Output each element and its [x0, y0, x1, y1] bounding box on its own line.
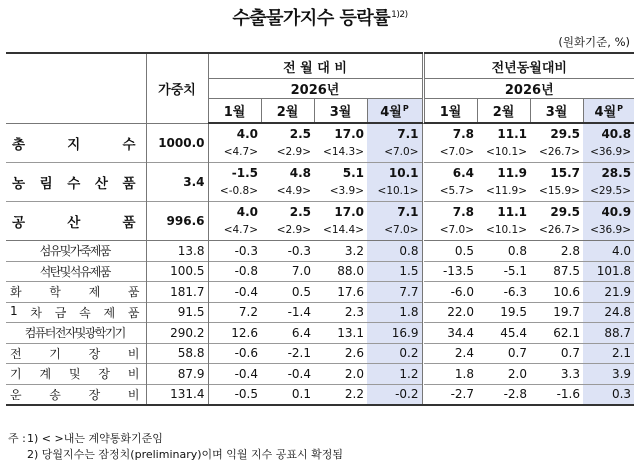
yoy-value: 4.0: [583, 241, 634, 262]
item-name: 농 림 수 산 품: [6, 163, 146, 202]
mom-value: -0.6: [208, 343, 261, 364]
yoy-value: 88.7: [583, 323, 634, 344]
mom-value: 4.0 <4.7>: [208, 202, 261, 241]
mom-value: 2.5 <2.9>: [276, 127, 311, 158]
mom-month-header-prelim: 4월$^P$: [367, 99, 422, 124]
mom-value: -0.3: [261, 241, 314, 262]
summary-row: [6, 202, 634, 241]
yoy-value: 24.8: [583, 302, 634, 323]
weight-value: 91.5: [146, 302, 208, 323]
mom-value: 13.1: [314, 323, 367, 344]
item-name: 총 지 수: [12, 136, 136, 153]
mom-value: 10.1 <10.1>: [367, 163, 422, 202]
sub-item-name: 1 차 금 속 제 품: [6, 302, 146, 323]
mom-value: 7.1 <7.0>: [367, 123, 422, 163]
weight-value: 181.7: [146, 282, 208, 303]
mom-value: 4.0 <4.7>: [208, 123, 261, 163]
mom-month-header: 1월: [208, 99, 261, 124]
yoy-value: 0.5: [424, 241, 477, 262]
mom-value: 6.4: [261, 323, 314, 344]
yoy-value: 19.7: [530, 302, 583, 323]
weight-value: 996.6: [146, 202, 208, 241]
yoy-value: 11.9 <11.9>: [477, 163, 530, 202]
yoy-value: -2.8: [477, 384, 530, 405]
mom-value: 1.5: [367, 261, 422, 282]
yoy-value: 0.3: [583, 384, 634, 405]
yoy-value: -6.3: [477, 282, 530, 303]
yoy-value: 19.5: [477, 302, 530, 323]
yoy-value: 15.7 <15.9>: [530, 163, 583, 202]
mom-value: 0.2: [367, 343, 422, 364]
mom-value: 2.2: [314, 384, 367, 405]
sub-item-row: [6, 343, 634, 364]
yoy-value: 0.7: [530, 343, 583, 364]
mom-value: 88.0: [314, 261, 367, 282]
sub-item-row: [6, 384, 634, 405]
yoy-value: 2.0: [477, 364, 530, 385]
unit-label: (원화기준, %): [558, 35, 630, 49]
mom-value: 3.2: [314, 241, 367, 262]
footnotes: [8, 431, 343, 463]
summary-row: [6, 163, 634, 202]
weight-header: 가중치: [146, 53, 208, 123]
mom-value: -0.4: [208, 364, 261, 385]
mom-value: 7.2: [208, 302, 261, 323]
sub-item-row: [6, 323, 634, 344]
mom-value: 7.0: [261, 261, 314, 282]
mom-month-header: 3월: [314, 99, 367, 124]
yoy-value: -2.7: [424, 384, 477, 405]
yoy-value: 3.3: [530, 364, 583, 385]
yoy-value: 34.4: [424, 323, 477, 344]
yoy-year-header: 2026년: [424, 79, 634, 99]
mom-value: -0.4: [208, 282, 261, 303]
mom-value: -0.3: [208, 241, 261, 262]
yoy-value: 28.5 <29.5>: [583, 163, 634, 202]
mom-value: 0.5: [261, 282, 314, 303]
yoy-value: 2.8: [530, 241, 583, 262]
mom-value: 2.5 <2.9>: [261, 202, 314, 241]
mom-value: 2.6: [314, 343, 367, 364]
yoy-month-header: 1월: [424, 99, 477, 124]
footnote-item: 1) < >내는 계약통화기준임: [27, 432, 163, 445]
table-title: 수출물가지수 등락률$^{1)2)}$: [232, 8, 408, 29]
yoy-value: -6.0: [424, 282, 477, 303]
mom-value: 5.1 <3.9>: [314, 163, 367, 202]
weight-value: 100.5: [146, 261, 208, 282]
mom-value: 12.6: [208, 323, 261, 344]
yoy-value: 0.7: [477, 343, 530, 364]
weight-value: 87.9: [146, 364, 208, 385]
yoy-value: -5.1: [477, 261, 530, 282]
item-name: 공 산 품: [6, 202, 146, 241]
sub-item-row: [6, 364, 634, 385]
yoy-value: 2.1: [583, 343, 634, 364]
weight-value: 13.8: [146, 241, 208, 262]
yoy-value: 87.5: [530, 261, 583, 282]
footnote-label: 주 :: [8, 432, 26, 445]
mom-value: -1.5 <-0.8>: [208, 163, 261, 202]
weight-value: 58.8: [146, 343, 208, 364]
mom-value: 17.6: [314, 282, 367, 303]
yoy-value: 3.9: [583, 364, 634, 385]
yoy-value: -1.6: [530, 384, 583, 405]
sub-item-row: [6, 302, 634, 323]
yoy-value: 29.5 <26.7>: [539, 127, 580, 158]
mom-value: -0.4: [261, 364, 314, 385]
yoy-value: 45.4: [477, 323, 530, 344]
yoy-value: 1.8: [424, 364, 477, 385]
item-name-header: [6, 53, 146, 123]
yoy-month-header-prelim: 4월$^P$: [583, 99, 634, 124]
yoy-value: 11.1 <10.1>: [486, 127, 527, 158]
sub-item-row: [6, 282, 634, 303]
mom-value: 4.8 <4.9>: [261, 163, 314, 202]
sub-item-name: 석탄및석유제품: [6, 261, 146, 282]
sub-item-row: [6, 241, 634, 262]
mom-year-header: 2026년: [208, 79, 422, 99]
export-price-table: [6, 52, 634, 406]
sub-item-name: 전 기 장 비: [6, 343, 146, 364]
sub-item-name: 운 송 장 비: [6, 384, 146, 405]
yoy-value: 29.5 <26.7>: [530, 202, 583, 241]
sub-item-name: 컴퓨터전자및광학기기: [6, 323, 146, 344]
yoy-value: -13.5: [424, 261, 477, 282]
yoy-value: 6.4 <5.7>: [424, 163, 477, 202]
yoy-month-header: 3월: [530, 99, 583, 124]
mom-value: -1.4: [261, 302, 314, 323]
sub-item-name: 화 학 제 품: [6, 282, 146, 303]
yoy-value: 21.9: [583, 282, 634, 303]
yoy-value: 7.8 <7.0>: [424, 202, 477, 241]
mom-month-header: 2월: [261, 99, 314, 124]
sub-item-row: [6, 261, 634, 282]
yoy-value: 101.8: [583, 261, 634, 282]
yoy-value: 62.1: [530, 323, 583, 344]
summary-row: [6, 123, 634, 163]
weight-value: 131.4: [146, 384, 208, 405]
yoy-group-header: 전년동월대비: [424, 53, 634, 79]
yoy-value: 40.9 <36.9>: [583, 202, 634, 241]
mom-group-header: 전 월 대 비: [208, 53, 422, 79]
yoy-value: 0.8: [477, 241, 530, 262]
yoy-value: 11.1 <10.1>: [477, 202, 530, 241]
mom-value: 17.0 <14.3>: [323, 127, 364, 158]
mom-value: 1.2: [367, 364, 422, 385]
mom-value: 0.8: [367, 241, 422, 262]
yoy-value: 22.0: [424, 302, 477, 323]
mom-value: 1.8: [367, 302, 422, 323]
mom-value: 2.0: [314, 364, 367, 385]
mom-value: -2.1: [261, 343, 314, 364]
mom-value: -0.5: [208, 384, 261, 405]
mom-value: 16.9: [367, 323, 422, 344]
mom-value: -0.8: [208, 261, 261, 282]
yoy-value: 2.4: [424, 343, 477, 364]
mom-value: 17.0 <14.4>: [314, 202, 367, 241]
weight-value: 3.4: [146, 163, 208, 202]
footnote-item: 2) 당월지수는 잠정치(preliminary)이며 익월 지수 공표시 확정됨: [27, 448, 344, 461]
mom-value: 0.1: [261, 384, 314, 405]
yoy-value: 10.6: [530, 282, 583, 303]
mom-value: 7.1 <7.0>: [367, 202, 422, 241]
sub-item-name: 섬유및가죽제품: [6, 241, 146, 262]
sub-item-name: 기 계 및 장 비: [6, 364, 146, 385]
yoy-value: 7.8 <7.0>: [439, 127, 474, 158]
weight-value: 290.2: [146, 323, 208, 344]
weight-value: 1000.0: [146, 123, 208, 163]
mom-value: 2.3: [314, 302, 367, 323]
yoy-month-header: 2월: [477, 99, 530, 124]
yoy-value: 40.8 <36.9>: [583, 123, 634, 163]
mom-value: 7.7: [367, 282, 422, 303]
mom-value: -0.2: [367, 384, 422, 405]
